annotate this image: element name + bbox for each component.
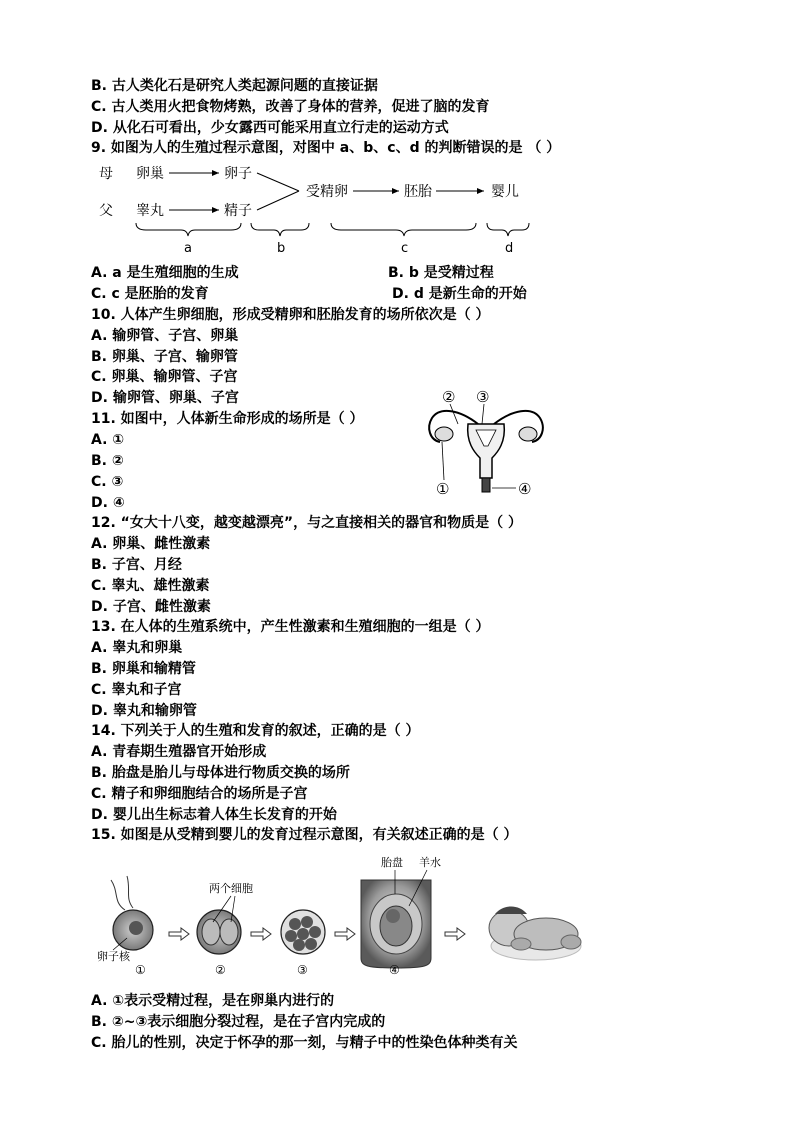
option-8b: B. 古人类化石是研究人类起源问题的直接证据 (91, 78, 378, 94)
option-8d: D. 从化石可看出，少女露西可能采用直立行走的运动方式 (91, 120, 449, 136)
option-9c: C. c 是胚胎的发育 (91, 286, 209, 302)
question-10: 10. 人体产生卵细胞，形成受精卵和胚胎发育的场所依次是（ ） (91, 307, 490, 323)
label-d: d (505, 241, 514, 256)
option-10d: D. 输卵管、卵巢、子宫 (91, 390, 239, 406)
option-12d: D. 子宫、雌性激素 (91, 599, 211, 615)
option-14d: D. 婴儿出生标志着人体生长发育的开始 (91, 807, 337, 823)
option-9d: D. d 是新生命的开始 (392, 286, 527, 302)
marker-2: ② (442, 388, 456, 406)
option-11a: A. ① (91, 432, 125, 448)
question-11: 11. 如图中，人体新生命形成的场所是（ ） (91, 411, 364, 427)
label-a: a (184, 241, 192, 256)
marker-1: ① (436, 480, 450, 498)
option-10c: C. 卵巢、输卵管、子宫 (91, 369, 238, 385)
label-egg: 卵子 (224, 166, 252, 182)
question-12: 12. “女大十八变，越变越漂亮”，与之直接相关的器官和物质是（ ） (91, 515, 522, 531)
option-12a: A. 卵巢、雌性激素 (91, 536, 211, 552)
option-14c: C. 精子和卵细胞结合的场所是子宫 (91, 786, 308, 802)
label-sperm: 精子 (224, 203, 252, 219)
option-12c: C. 睾丸、雄性激素 (91, 578, 210, 594)
label-mother: 母 (99, 166, 113, 182)
option-9b: B. b 是受精过程 (388, 265, 494, 281)
label-placenta: 胎盘 (381, 856, 403, 869)
option-15b: B. ②~③表示细胞分裂过程，是在子宫内完成的 (91, 1014, 386, 1030)
option-8c: C. 古人类用火把食物烤熟，改善了身体的营养，促进了脑的发育 (91, 99, 490, 115)
figure-9-reproduction-process (91, 160, 551, 258)
baby-image (489, 907, 581, 961)
stage-2: ② (215, 963, 226, 977)
option-13a: A. 睾丸和卵巢 (91, 640, 183, 656)
label-two-cells: 两个细胞 (209, 882, 253, 895)
label-baby: 婴儿 (491, 184, 519, 200)
question-9: 9. 如图为人的生殖过程示意图，对图中 a、b、c、d 的判断错误的是 （ ） (91, 140, 561, 156)
option-14a: A. 青春期生殖器官开始形成 (91, 744, 267, 760)
option-13b: B. 卵巢和输精管 (91, 661, 196, 677)
stage-1: ① (135, 963, 146, 977)
stage-3: ③ (297, 963, 308, 977)
option-14b: B. 胎盘是胎儿与母体进行物质交换的场所 (91, 765, 350, 781)
label-amniotic-fluid: 羊水 (419, 856, 441, 869)
question-15: 15. 如图是从受精到婴儿的发育过程示意图，有关叙述正确的是（ ） (91, 827, 518, 843)
stage-4: ④ (389, 963, 400, 977)
option-15c: C. 胎儿的性别，决定于怀孕的那一刻，与精子中的性染色体种类有关 (91, 1035, 518, 1051)
option-11b: B. ② (91, 453, 124, 469)
option-13d: D. 睾丸和输卵管 (91, 703, 197, 719)
figure-11-female-reproductive-organs (420, 384, 552, 500)
label-c: c (401, 241, 409, 256)
marker-3: ③ (476, 388, 490, 406)
label-egg-nucleus: 卵子核 (97, 950, 130, 963)
figure-15-development-sequence (91, 850, 586, 980)
question-14: 14. 下列关于人的生殖和发育的叙述，正确的是（ ） (91, 723, 420, 739)
option-9a: A. a 是生殖细胞的生成 (91, 265, 239, 281)
label-zygote: 受精卵 (306, 184, 348, 200)
option-12b: B. 子宫、月经 (91, 557, 182, 573)
marker-4: ④ (518, 480, 532, 498)
label-father: 父 (99, 203, 113, 219)
option-15a: A. ①表示受精过程，是在卵巢内进行的 (91, 993, 335, 1009)
option-11d: D. ④ (91, 495, 125, 511)
option-10a: A. 输卵管、子宫、卵巢 (91, 328, 239, 344)
option-10b: B. 卵巢、子宫、输卵管 (91, 349, 238, 365)
label-b: b (277, 241, 286, 256)
option-11c: C. ③ (91, 474, 124, 490)
question-13: 13. 在人体的生殖系统中，产生性激素和生殖细胞的一组是（ ） (91, 619, 490, 635)
label-testis: 睾丸 (136, 203, 164, 219)
label-embryo: 胚胎 (404, 184, 432, 200)
option-13c: C. 睾丸和子宫 (91, 682, 182, 698)
label-ovary: 卵巢 (136, 166, 164, 182)
